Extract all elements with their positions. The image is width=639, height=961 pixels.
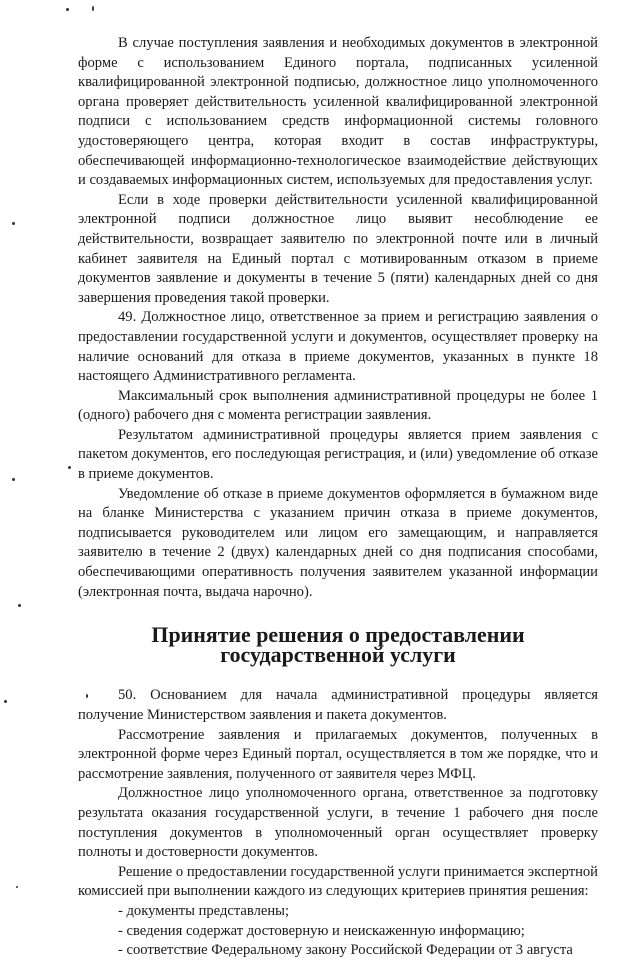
scan-speck bbox=[68, 466, 71, 469]
scan-speck bbox=[12, 222, 15, 225]
paragraph: Максимальный срок выполнения административной процедуры не более 1 (одного) рабочего дня с момента регистрации заявления. bbox=[78, 387, 598, 424]
scan-speck bbox=[66, 8, 69, 11]
list-item: - документы представлены; bbox=[118, 902, 290, 919]
paragraph: Результатом административной процедуры является прием заявления с пакетом документов, его последующая регистрация, и (или) уведомление об отказе в приеме документов. bbox=[78, 426, 598, 483]
list-item: - соответствие Федеральному закону Российской Федерации от 3 августа bbox=[118, 942, 573, 959]
paragraph: 50. Основанием для начала административной процедуры является получение Министерством заявления и пакета документов. bbox=[78, 687, 598, 723]
section-signature-check bbox=[78, 34, 598, 602]
paragraph: Уведомление об отказе в приеме документов оформляется в бумажном виде на бланке Министерства с указанием причин отказа в приеме документов, подписывается руководителем или лицом его замещающим, и направляется заявителю в течение 2 (двух) календарных дней со дня подписания способами, обеспечивающими оперативность получения заявителем указанной информации (электронная почта, выдача нарочно). bbox=[78, 485, 598, 600]
paragraph: Рассмотрение заявления и прилагаемых документов, полученных в электронной форме через Единый портал, осуществляется в том же порядке, что и рассмотрение заявления, полученного от заявителя через МФЦ. bbox=[78, 726, 598, 782]
paragraph: В случае поступления заявления и необходимых документов в электронной форме с использованием Единого портала, подписанных усиленной квалифицированной электронной подписью, должностное лицо уполномоченного органа проверяет действительность усиленной квалифицированной электронной подписи с использованием средств информационной системы головного удостоверяющего центра, которая входит в состав инфраструктуры, обеспечивающей информационно-технологическое взаимодействие действующих и создаваемых информационных систем, используемых для предоставления услуг. bbox=[78, 35, 598, 189]
scan-speck bbox=[16, 886, 18, 888]
section-decision bbox=[78, 686, 598, 960]
scan-speck bbox=[12, 478, 15, 481]
scan-speck bbox=[4, 700, 7, 703]
list-item: - сведения содержат достоверную и неискаженную информацию; bbox=[118, 922, 525, 939]
scan-speck bbox=[18, 604, 21, 607]
document-page bbox=[78, 34, 598, 961]
criteria-list bbox=[78, 902, 598, 961]
paragraph: Если в ходе проверки действительности усиленной квалифицированной электронной подписи должностное лицо выявит несоблюдение ее действительности, возвращает заявителю по электронной почте или в личный кабинет заявителя на Единый портал с мотивированным отказом в приеме документов заявление и документы в течение 5 (пяти) календарных дней со дня завершения проведения такой проверки. bbox=[78, 191, 598, 306]
section-heading: Принятие решения о предоставлении государственной услуги bbox=[151, 622, 525, 667]
paragraph: Должностное лицо уполномоченного органа, ответственное за подготовку результата оказания государственной услуги, в течение 1 рабочего дня после поступления документов в уполномоченный орган осуществляет проверку полноты и достоверности документов. bbox=[78, 785, 598, 861]
paragraph: Решение о предоставлении государственной услуги принимается экспертной комиссией при выполнении каждого из следующих критериев принятия решения: bbox=[78, 863, 598, 900]
paragraph: 49. Должностное лицо, ответственное за прием и регистрацию заявления о предоставлении государственной услуги и документов, осуществляет проверку на наличие оснований для отказа в приеме документов, указанных в пункте 18 настоящего Административного регламента. bbox=[78, 309, 598, 385]
scan-speck bbox=[92, 6, 94, 11]
